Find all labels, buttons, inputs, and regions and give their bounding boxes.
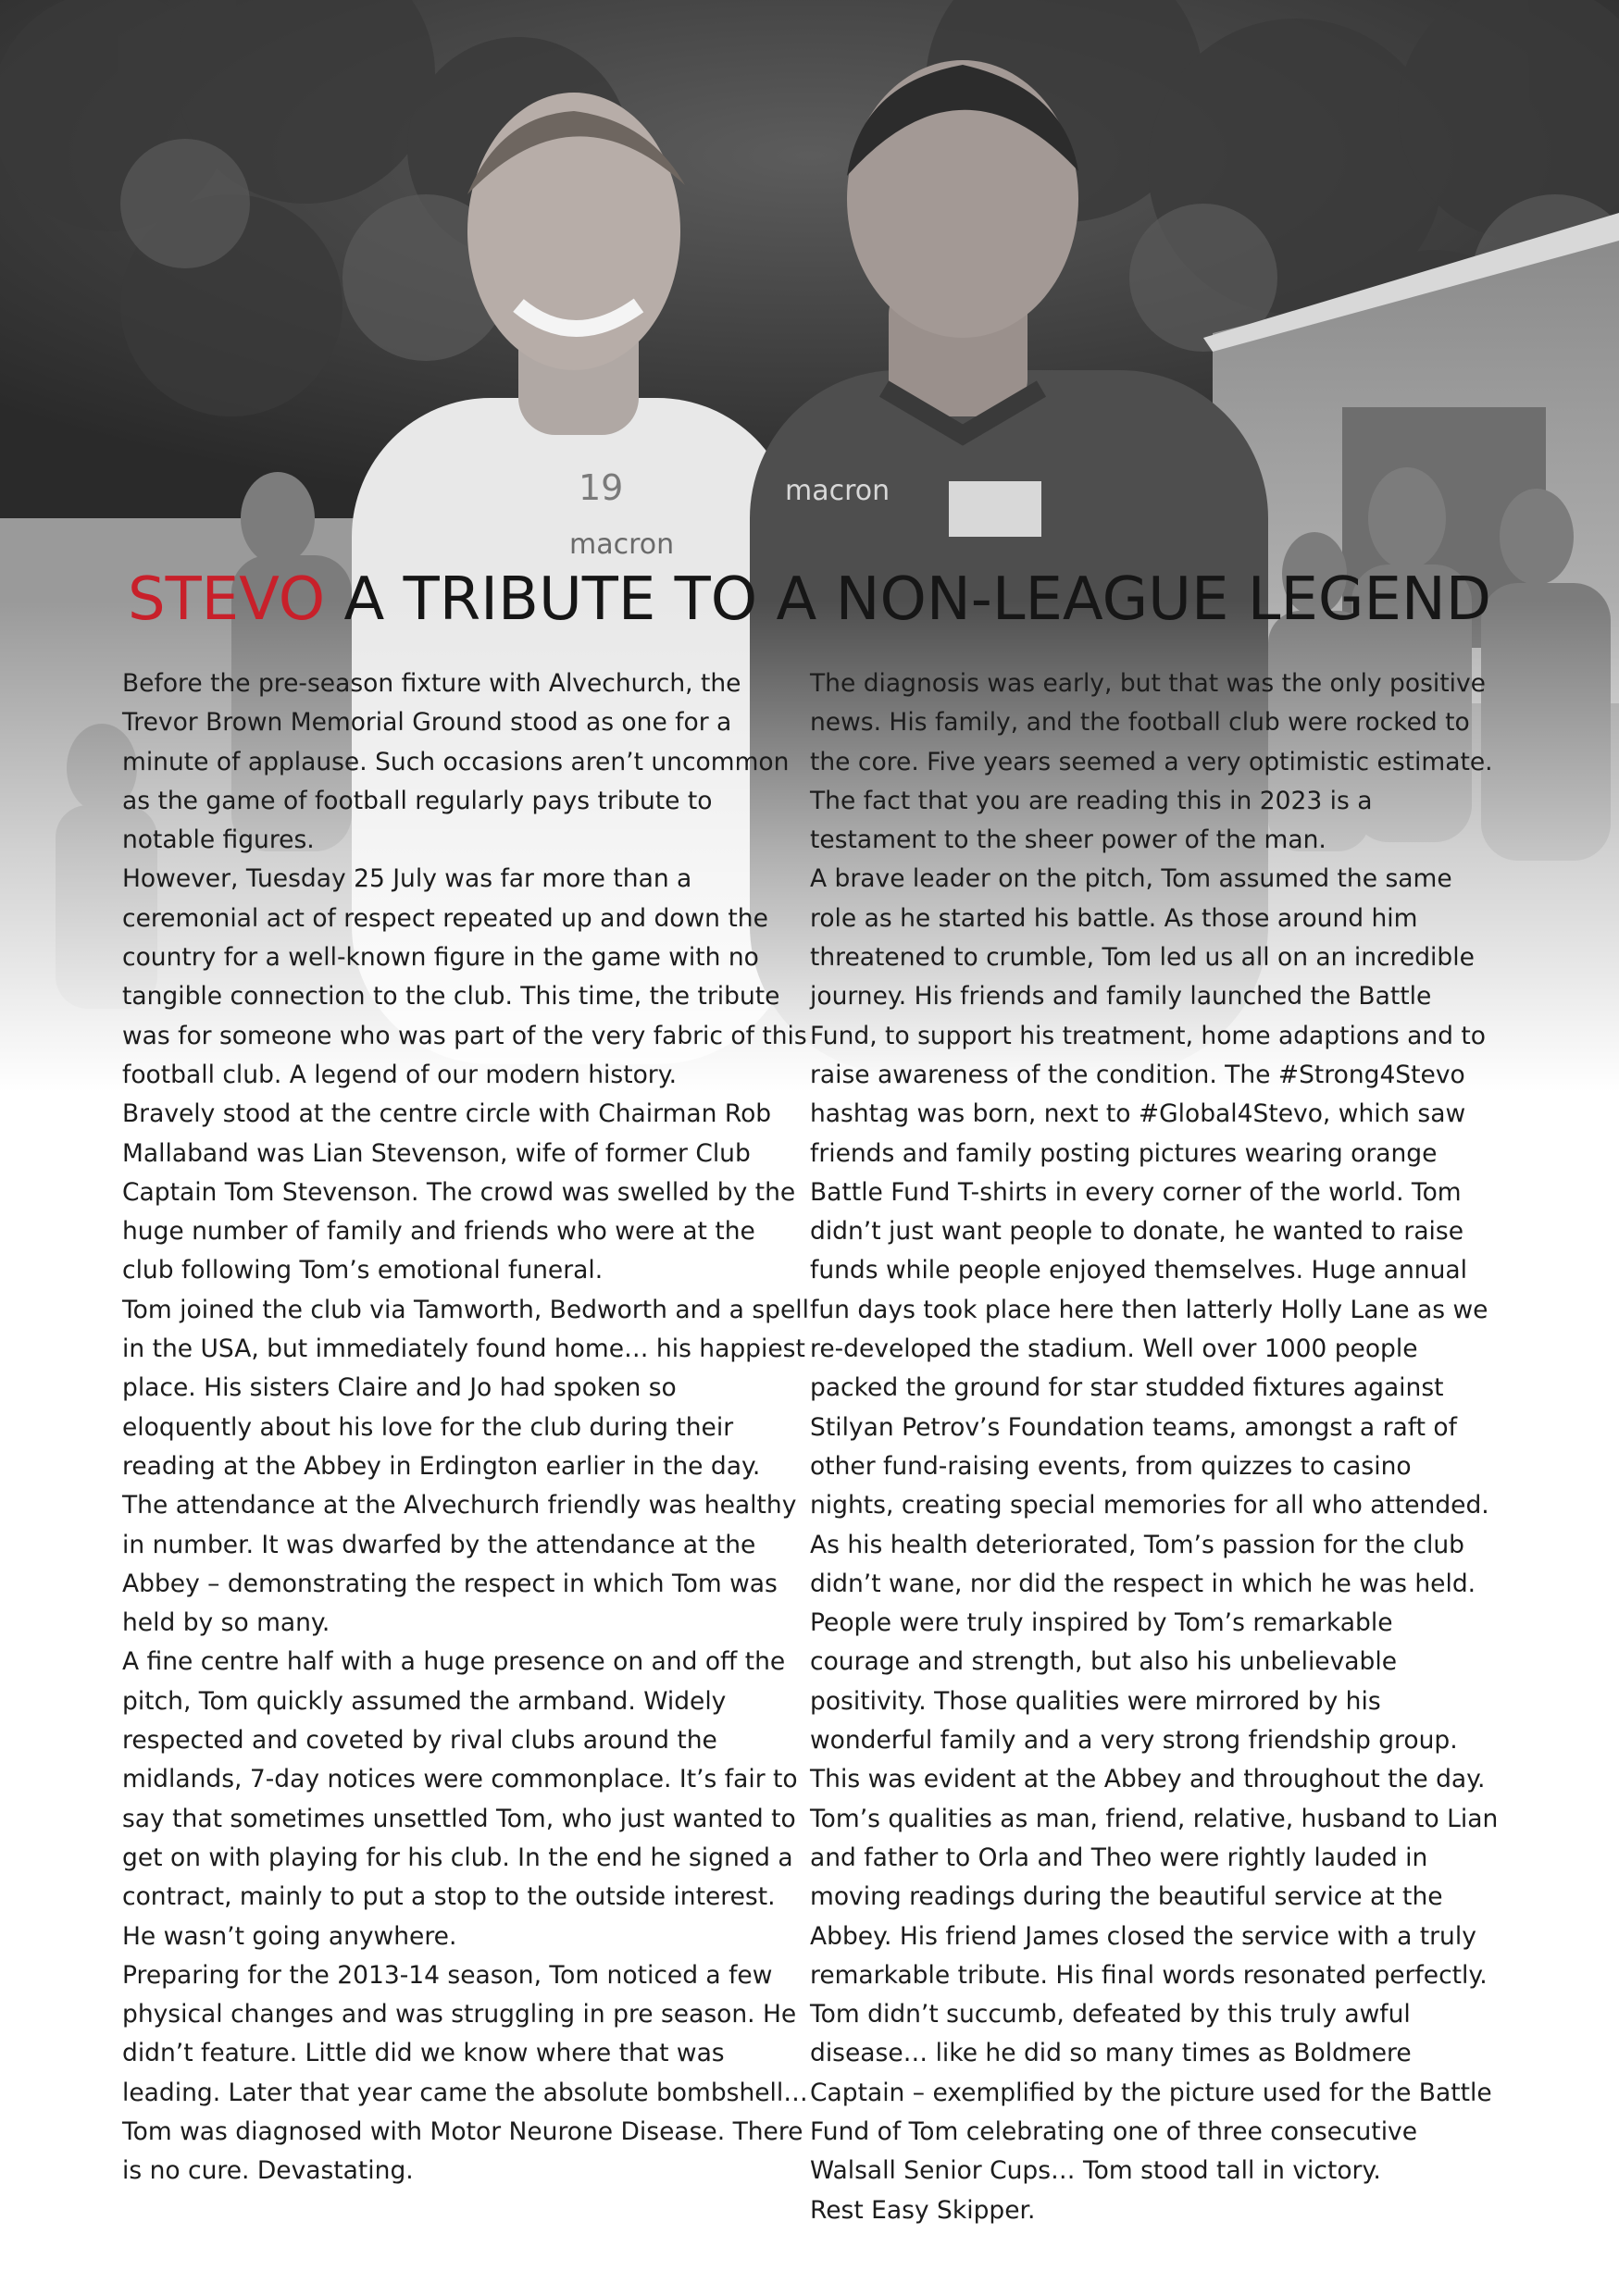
title-accent: STEVO (127, 565, 326, 634)
paragraph: The diagnosis was early, but that was the only positive news. His family, and the football club were rocked to the core. Five years seemed a very optimistic estimate. The fact that you are reading this in 2023 is a testament to the sheer power of the man. (810, 669, 1493, 855)
paragraph: However, Tuesday 25 July was far more than a ceremonial act of respect repeated up and down the country for a well-known figure in the game with no tangible connection to the club. This time, the tribute was for someone who was part of the very fabric of this football club. A legend of our modern history. (122, 864, 807, 1089)
article-column-left (122, 664, 812, 2191)
paragraph: A brave leader on the pitch, Tom assumed the same role as he started his battle. As those around him threatened to crumble, Tom led us all on an incredible journey. His friends and family launched the Battle Fund, to support his treatment, home adaptions and to raise awareness of the condition. The #Strong4Stevo hashtag was born, next to #Global4Stevo, which saw friends and family posting pictures wearing orange Battle Fund T-shirts in every corner of the world. Tom didn’t just want people to donate, he wanted to raise funds while people enjoyed themselves. Huge annual fun days took place here then latterly Holly Lane as we re-developed the stadium. Well over 1000 people packed the ground for star studded fixtures against Stilyan Petrov’s Foundation teams, amongst a raft of other fund-raising events, from quizzes to casino nights, creating special memories for all who attended. (810, 864, 1489, 1520)
paragraph: Bravely stood at the centre circle with Chairman Rob Mallaband was Lian Stevenson, wife of former Club Captain Tom Stevenson. The crowd was swelled by the huge number of family and friends who were at the club following Tom’s emotional funeral. (122, 1099, 796, 1285)
title-rest: A TRIBUTE TO A NON-LEAGUE LEGEND (343, 565, 1492, 634)
closing-line: Rest Easy Skipper. (810, 2195, 1036, 2225)
paragraph: Tom’s qualities as man, friend, relative, husband to Lian and father to Orla and Theo were rightly lauded in moving readings during the beautiful service at the Abbey. His friend James closed the service with a truly remarkable tribute. His final words resonated perfectly. (810, 1804, 1499, 1990)
paragraph: The attendance at the Alvechurch friendly was healthy in number. It was dwarfed by the attendance at the Abbey – demonstrating the respect in which Tom was held by so many. (122, 1491, 797, 1638)
paragraph: Tom didn’t succumb, defeated by this truly awful disease… like he did so many times as Boldmere Captain – exemplified by the picture used for the Battle Fund of Tom celebrating one of three consecutive Walsall Senior Cups… Tom stood tall in victory. (810, 2000, 1492, 2186)
paragraph: Before the pre-season fixture with Alvechurch, the Trevor Brown Memorial Ground stood as one for a minute of applause. Such occasions aren’t uncommon as the game of football regularly pays tribute to notable figures. (122, 669, 790, 855)
article-column-right (810, 664, 1500, 2230)
paragraph: A fine centre half with a huge presence on and off the pitch, Tom quickly assumed the armband. Widely respected and coveted by rival clubs around the midlands, 7-day notices were commonplace. It’s fair to say that sometimes unsettled Tom, who just wanted to get on with playing for his club. In the end he signed a contract, mainly to put a stop to the outside interest. He wasn’t going anywhere. (122, 1647, 798, 1951)
page-title (0, 563, 1619, 637)
paragraph: As his health deteriorated, Tom’s passion for the club didn’t wane, nor did the respect in which he was held. People were truly inspired by Tom’s remarkable courage and strength, but also his unbelievable positivity. Those qualities were mirrored by his wonderful family and a very strong friendship group. This was evident at the Abbey and throughout the day. (810, 1530, 1486, 1794)
paragraph: Preparing for the 2013-14 season, Tom noticed a few physical changes and was struggling in pre season. He didn’t feature. Little did we know where that was leading. Later that year came the absolute bombshell… Tom was diagnosed with Motor Neurone Disease. There is no cure. Devastating. (122, 1960, 808, 2186)
paragraph: Tom joined the club via Tamworth, Bedworth and a spell in the USA, but immediately found home… his happiest place. His sisters Claire and Jo had spoken so eloquently about his love for the club during their reading at the Abbey in Erdington earlier in the day. (122, 1295, 809, 1481)
